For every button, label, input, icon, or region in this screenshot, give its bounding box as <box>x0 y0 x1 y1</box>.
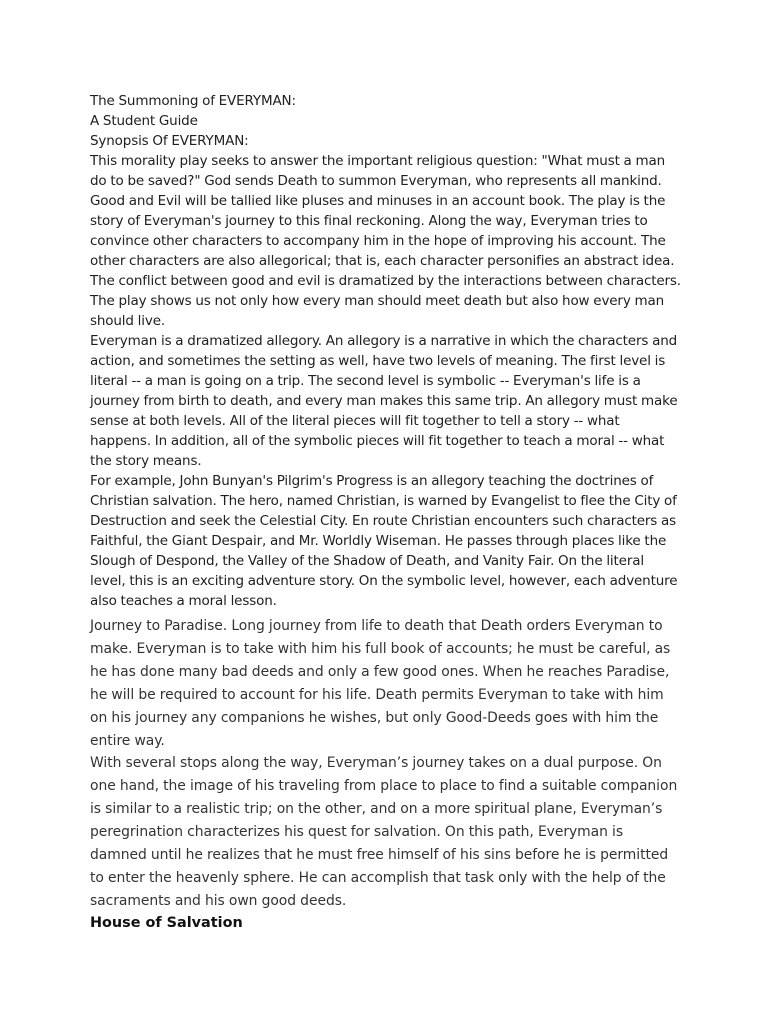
document-subtitle: A Student Guide <box>90 113 198 129</box>
student-guide-section <box>90 91 682 611</box>
synopsis-heading: Synopsis Of EVERYMAN: <box>90 133 249 149</box>
example-paragraph: For example, John Bunyan's Pilgrim's Progress is an allegory teaching the doctrines of Christian salvation. The hero, named Christian, is warned by Evangelist to flee the City of Destruction and seek the Celestial City. En route Christian encounters such characters as Faithful, the Giant Despair, and Mr. Worldly Wiseman. He passes through places like the Slough of Despond, the Valley of the Shadow of Death, and Vanity Fair. On the literal level, this is an exciting adventure story. On the symbolic level, however, each adventure also teaches a moral lesson. <box>90 473 678 609</box>
allegory-paragraph: Everyman is a dramatized allegory. An allegory is a narrative in which the characters and action, and sometimes the setting as well, have two levels of meaning. The first level is literal -- a man is going on a trip. The second level is symbolic -- Everyman's life is a journey from birth to death, and every man makes this same trip. An allegory must make sense at both levels. All of the literal pieces will fit together to tell a story -- what happens. In addition, all of the symbolic pieces will fit together to teach a moral -- what the story means. <box>90 333 678 469</box>
synopsis-paragraph: This morality play seeks to answer the important religious question: "What must a man do to be saved?" God sends Death to summon Everyman, who represents all mankind. Good and Evil will be tallied like pluses and minuses in an account book. The play is the story of Everyman's journey to this final reckoning. Along the way, Everyman tries to convince other characters to accompany him in the hope of improving his account. The other characters are also allegorical; that is, each character personifies an abstract idea. The conflict between good and evil is dramatized by the interactions between characters. The play shows us not only how every man should meet death but also how every man should live. <box>90 153 681 329</box>
document-page <box>90 91 682 933</box>
document-title: The Summoning of EVERYMAN: <box>90 93 296 109</box>
journey-paragraph: Journey to Paradise. Long journey from life to death that Death orders Everyman to make. Everyman is to take with him his full book of accounts; he must be careful, as he has done many bad deeds and only a few good ones. When he reaches Paradise, he will be required to account for his life. Death permits Everyman to take with him on his journey any companions he wishes, but only Good-Deeds goes with him the entire way. <box>90 618 671 749</box>
journey-section <box>90 615 682 913</box>
section-heading: House of Salvation <box>90 914 243 931</box>
dual-purpose-paragraph: With several stops along the way, Everyman’s journey takes on a dual purpose. On one hand, the image of his traveling from place to place to find a suitable companion is similar to a realistic trip; on the other, and on a more spiritual plane, Everyman’s peregrination characterizes his quest for salvation. On this path, Everyman is damned until he realizes that he must free himself of his sins before he is permitted to enter the heavenly sphere. He can accomplish that task only with the help of the sacraments and his own good deeds. <box>90 755 678 909</box>
